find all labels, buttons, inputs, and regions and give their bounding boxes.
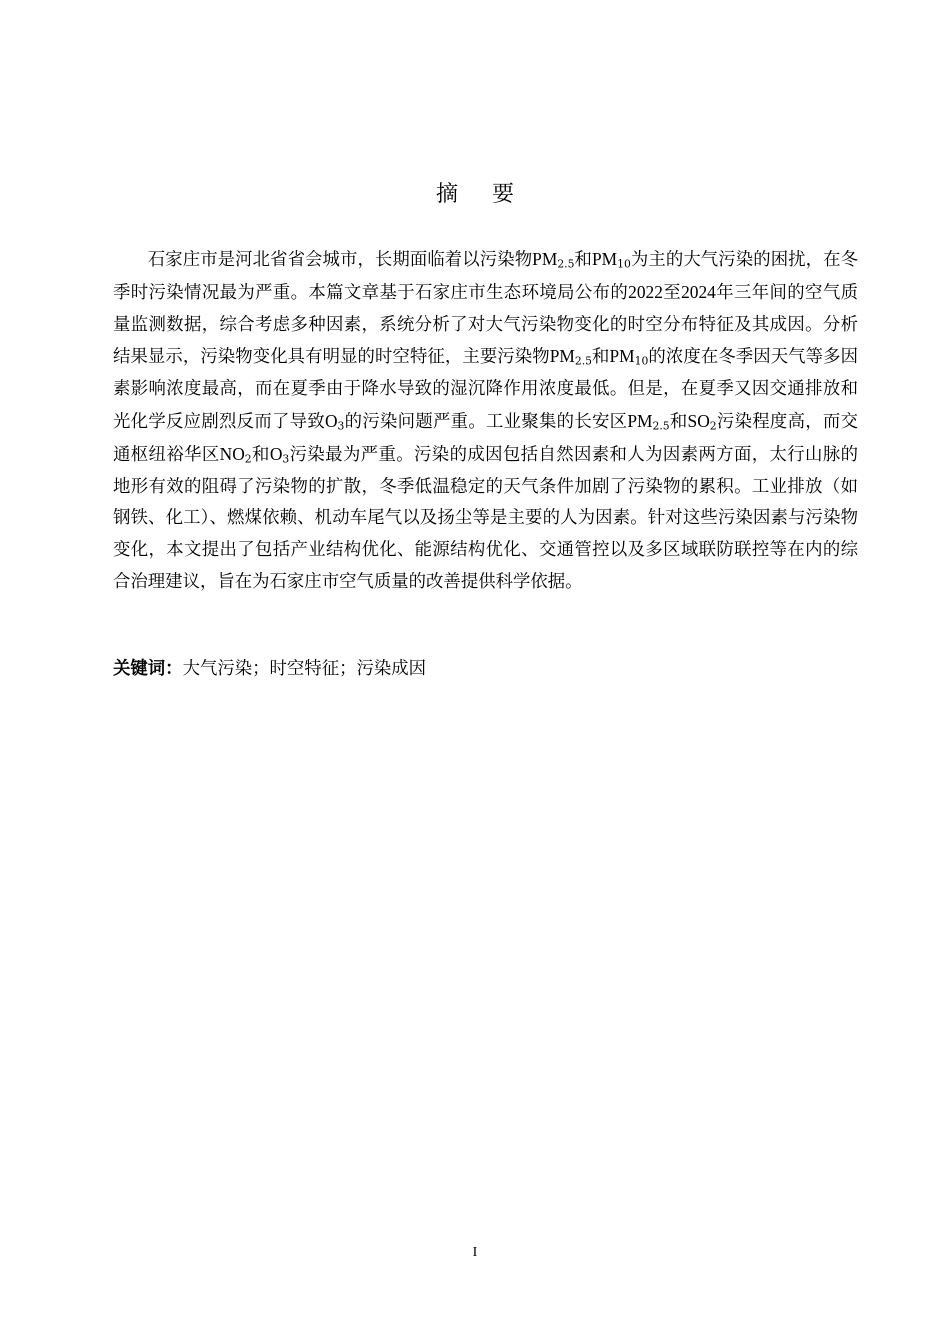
abstract-text: 和 [574,250,592,270]
chemical-symbol: O [324,410,338,431]
chemical-symbol: SO [687,410,710,431]
chemical-symbol: PM [549,346,575,367]
abstract-text: 和 [251,444,270,465]
subscript: 2 [244,452,252,466]
keywords-value: 大气污染；时空特征；污染成因 [182,659,427,679]
subscript: 3 [282,452,290,466]
chemical-symbol: PM [609,346,635,367]
chemical-symbol: 2024 [681,281,716,302]
abstract-text: 的污染问题严重。工业聚集的长安区 [344,411,628,432]
chemical-symbol: PM [627,410,653,431]
chemical-symbol: PM [592,249,618,269]
subscript: 2.5 [557,257,575,271]
subscript: 2 [709,419,717,433]
abstract-text: 年三年间的空气质量监测数据，综合考虑多种因素，系统分析了对大气污染物变化的时空分布特征及其成因。分析结果显示，污染物变化具有明显的时空特征，主要污染物 [113,282,858,368]
subscript: 2.5 [652,419,670,433]
abstract-text: 污染程度高，而交通枢纽裕华区 [113,411,858,465]
page-number: I [472,1245,478,1260]
abstract-paragraph [113,244,858,599]
chemical-symbol: PM [532,249,558,269]
abstract-text: 为主的大气污染的困扰，在冬季时污染情况最为严重。本篇文章基于石家庄市生态环境局公布的 [113,250,858,303]
abstract-text: 至 [662,282,682,303]
subscript: 3 [337,419,345,433]
chemical-symbol: NO [219,443,245,464]
keywords-label: 关键词： [113,659,183,679]
abstract-text: 和 [669,411,688,432]
keywords-line [113,654,858,684]
chemical-symbol: 2022 [628,281,663,302]
abstract-title: 摘要 [435,182,548,207]
abstract-text: 的浓度在冬季因天气等多因素影响浓度最高，而在夏季由于降水导致的湿沉降作用浓度最低。但是，在夏季又因交通排放和光化学反应剧烈反而了导致 [113,347,858,432]
abstract-text: 和 [591,347,610,368]
abstract-body [113,244,858,599]
subscript: 10 [617,257,631,271]
chemical-symbol: O [269,443,283,464]
subscript: 10 [634,355,649,369]
abstract-text: 石家庄市是河北省省会城市，长期面临着以污染物 [147,250,533,270]
abstract-text: 污染最为严重。污染的成因包括自然因素和人为因素两方面，太行山脉的地形有效的阻碍了污染物的扩散，冬季低温稳定的天气条件加剧了污染物的累积。工业排放（如钢铁、化工）、燃煤依赖、机动车尾气以及扬尘等是主要的人为因素。针对这些污染因素与污染物变化，本文提出了包括产业结构优化、能源结构优化、交通管控以及多区域联防联控等在内的综合治理建议，旨在为石家庄市空气质量的改善提供科学依据。 [113,444,858,592]
subscript: 2.5 [574,355,592,369]
